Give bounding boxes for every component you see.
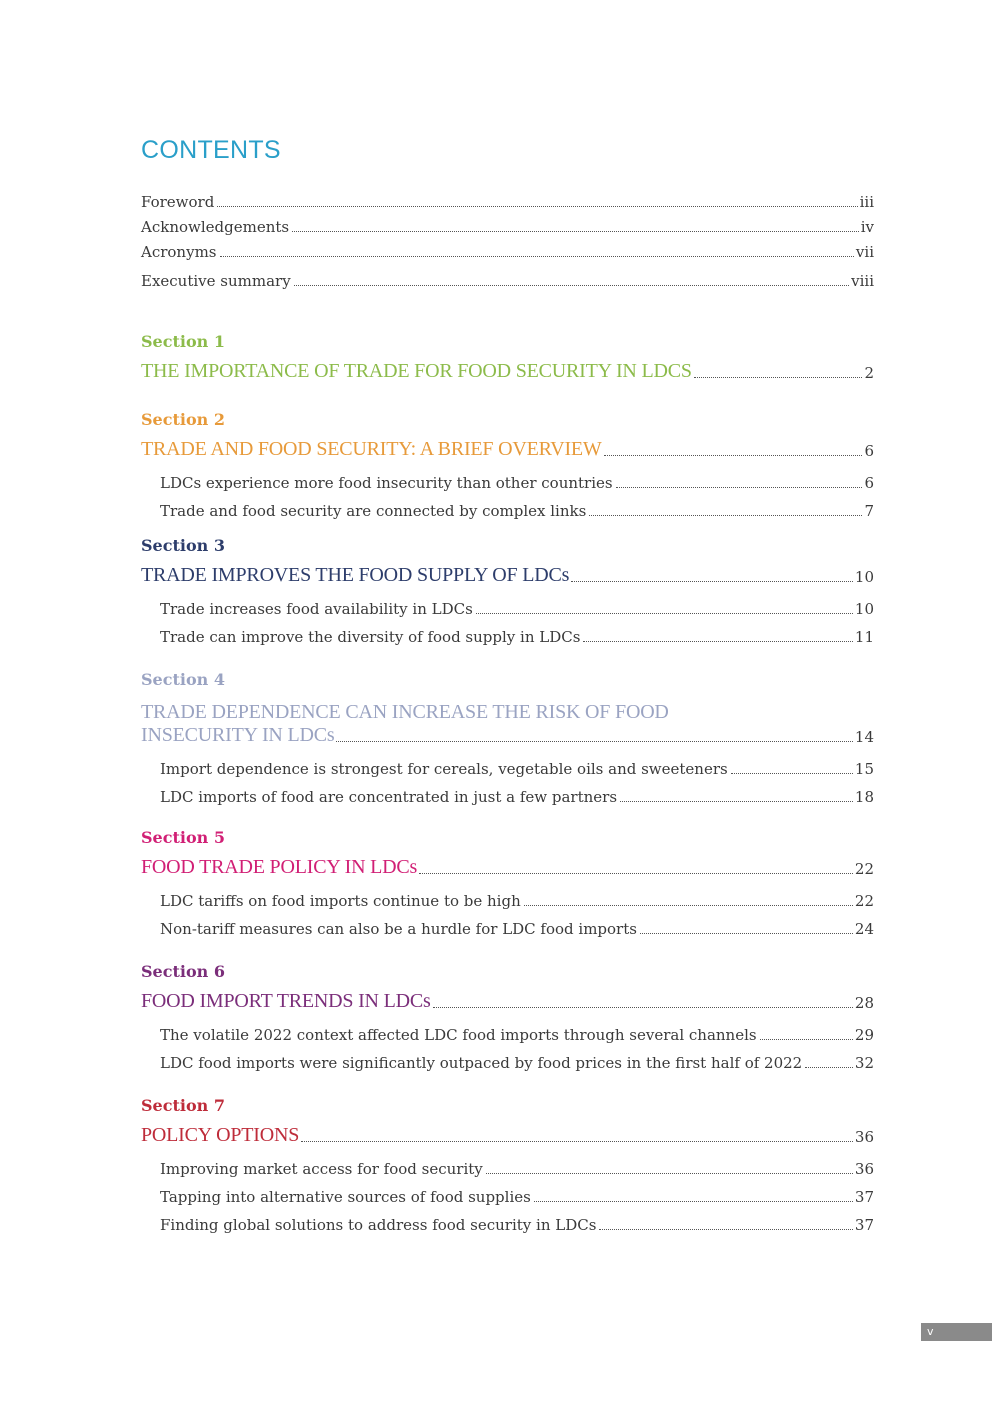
section-1 — [141, 331, 874, 383]
dot-leader — [599, 1229, 852, 1230]
page-title: CONTENTS — [141, 136, 281, 164]
toc-entry[interactable] — [160, 501, 874, 521]
dot-leader — [419, 873, 853, 874]
section-label: Section 1 — [141, 332, 225, 351]
toc-entry[interactable] — [160, 1053, 874, 1073]
section-heading-row[interactable] — [141, 564, 874, 587]
table-of-contents — [141, 134, 874, 1243]
section-label: Section 4 — [141, 670, 225, 689]
toc-entry[interactable] — [141, 242, 874, 262]
section-heading: TRADE IMPROVES THE FOOD SUPPLY OF LDCs — [141, 564, 570, 586]
toc-entry[interactable] — [160, 1025, 874, 1045]
toc-entry[interactable] — [160, 787, 874, 807]
section-heading: THE IMPORTANCE OF TRADE FOR FOOD SECURITY IN LDCS — [141, 360, 692, 382]
toc-entry[interactable] — [141, 271, 874, 291]
section-5 — [141, 827, 874, 939]
entry-title: The volatile 2022 context affected LDC food imports through several channels — [160, 1026, 757, 1044]
entry-page: 37 — [854, 1216, 874, 1234]
entry-title: LDC tariffs on food imports continue to be high — [160, 892, 521, 910]
section-page: 10 — [854, 568, 874, 586]
dot-leader — [217, 206, 857, 207]
section-6 — [141, 961, 874, 1073]
toc-entry[interactable] — [160, 599, 874, 619]
front-matter-list — [141, 192, 874, 291]
entry-title: Tapping into alternative sources of food supplies — [160, 1188, 531, 1206]
subsection-list — [141, 599, 874, 647]
dot-leader — [294, 285, 849, 286]
section-heading-line-2: INSECURITY IN LDCs — [141, 724, 335, 746]
entry-page: 37 — [854, 1188, 874, 1206]
entry-title: LDC imports of food are concentrated in just a few partners — [160, 788, 618, 806]
entry-title: Trade and food security are connected by complex links — [160, 502, 587, 520]
dot-leader — [220, 256, 854, 257]
subsection-list — [141, 1159, 874, 1235]
toc-entry[interactable] — [160, 1187, 874, 1207]
entry-page: 10 — [854, 600, 874, 618]
entry-title: Finding global solutions to address food security in LDCs — [160, 1216, 597, 1234]
section-page: 36 — [854, 1128, 874, 1146]
dot-leader — [731, 773, 853, 774]
dot-leader — [694, 377, 863, 378]
section-page: 2 — [864, 364, 874, 382]
toc-entry[interactable] — [160, 759, 874, 779]
dot-leader — [640, 933, 853, 934]
section-heading-row[interactable] — [141, 360, 874, 383]
entry-page: 22 — [854, 892, 874, 910]
dot-leader — [534, 1201, 853, 1202]
section-heading: FOOD TRADE POLICY IN LDCs — [141, 856, 418, 878]
entry-page: 7 — [864, 502, 874, 520]
toc-entry[interactable] — [160, 627, 874, 647]
dot-leader — [616, 487, 863, 488]
entry-page: iv — [860, 218, 874, 236]
toc-entry[interactable] — [160, 1159, 874, 1179]
entry-page: 29 — [854, 1026, 874, 1044]
entry-page: 36 — [854, 1160, 874, 1178]
dot-leader — [589, 515, 862, 516]
entry-page: viii — [851, 272, 874, 290]
entry-title: Import dependence is strongest for cereals, vegetable oils and sweeteners — [160, 760, 728, 778]
section-heading-row[interactable] — [141, 856, 874, 879]
entry-page: 18 — [854, 788, 874, 806]
section-heading: POLICY OPTIONS — [141, 1124, 300, 1146]
entry-title: Acronyms — [141, 243, 217, 261]
entry-title: Trade increases food availability in LDCs — [160, 600, 473, 618]
section-heading-row[interactable] — [141, 438, 874, 461]
subsection-list — [141, 1025, 874, 1073]
dot-leader — [301, 1141, 853, 1142]
dot-leader — [571, 581, 853, 582]
section-page: 6 — [864, 442, 874, 460]
toc-entry[interactable] — [160, 919, 874, 939]
entry-title: Improving market access for food security — [160, 1160, 483, 1178]
dot-leader — [604, 455, 863, 456]
dot-leader — [476, 613, 853, 614]
dot-leader — [805, 1067, 853, 1068]
section-page: 22 — [854, 860, 874, 878]
entry-title: Non-tariff measures can also be a hurdle for LDC food imports — [160, 920, 637, 938]
dot-leader — [292, 231, 859, 232]
subsection-list — [141, 473, 874, 521]
section-page: 28 — [854, 994, 874, 1012]
section-label: Section 2 — [141, 410, 225, 429]
dot-leader — [760, 1039, 853, 1040]
section-heading: TRADE AND FOOD SECURITY: A BRIEF OVERVIEW — [141, 438, 602, 460]
toc-entry[interactable] — [160, 1215, 874, 1235]
toc-entry[interactable] — [141, 217, 874, 237]
toc-entry[interactable] — [160, 473, 874, 493]
section-4 — [141, 669, 874, 807]
section-7 — [141, 1095, 874, 1235]
toc-entry[interactable] — [160, 891, 874, 911]
entry-page: 15 — [854, 760, 874, 778]
entry-page: iii — [859, 193, 874, 211]
page-number-tab: v — [921, 1323, 992, 1341]
section-heading-row[interactable] — [141, 990, 874, 1013]
dot-leader — [620, 801, 853, 802]
section-2 — [141, 409, 874, 521]
entry-title: Foreword — [141, 193, 215, 211]
section-label: Section 3 — [141, 536, 225, 555]
section-heading-row[interactable] — [141, 1124, 874, 1147]
section-3 — [141, 535, 874, 647]
dot-leader — [524, 905, 853, 906]
entry-page: vii — [855, 243, 874, 261]
entry-page: 6 — [864, 474, 874, 492]
entry-page: 11 — [854, 628, 874, 646]
dot-leader — [336, 741, 852, 742]
section-label: Section 7 — [141, 1096, 225, 1115]
section-label: Section 5 — [141, 828, 225, 847]
subsection-list — [141, 891, 874, 939]
section-page: 14 — [854, 728, 874, 746]
toc-entry[interactable] — [141, 192, 874, 212]
subsection-list — [141, 759, 874, 807]
section-heading-row[interactable] — [141, 701, 874, 747]
dot-leader — [433, 1007, 853, 1008]
dot-leader — [583, 641, 852, 642]
section-heading-line-1: TRADE DEPENDENCE CAN INCREASE THE RISK OF FOOD — [141, 701, 669, 723]
dot-leader — [486, 1173, 853, 1174]
entry-title: Trade can improve the diversity of food supply in LDCs — [160, 628, 581, 646]
section-label: Section 6 — [141, 962, 225, 981]
entry-title: LDCs experience more food insecurity than other countries — [160, 474, 613, 492]
entry-title: Executive summary — [141, 272, 291, 290]
entry-title: LDC food imports were significantly outpaced by food prices in the first half of 2022 — [160, 1054, 803, 1072]
section-heading: FOOD IMPORT TRENDS IN LDCs — [141, 990, 431, 1012]
entry-page: 24 — [854, 920, 874, 938]
entry-page: 32 — [854, 1054, 874, 1072]
entry-title: Acknowledgements — [141, 218, 290, 236]
